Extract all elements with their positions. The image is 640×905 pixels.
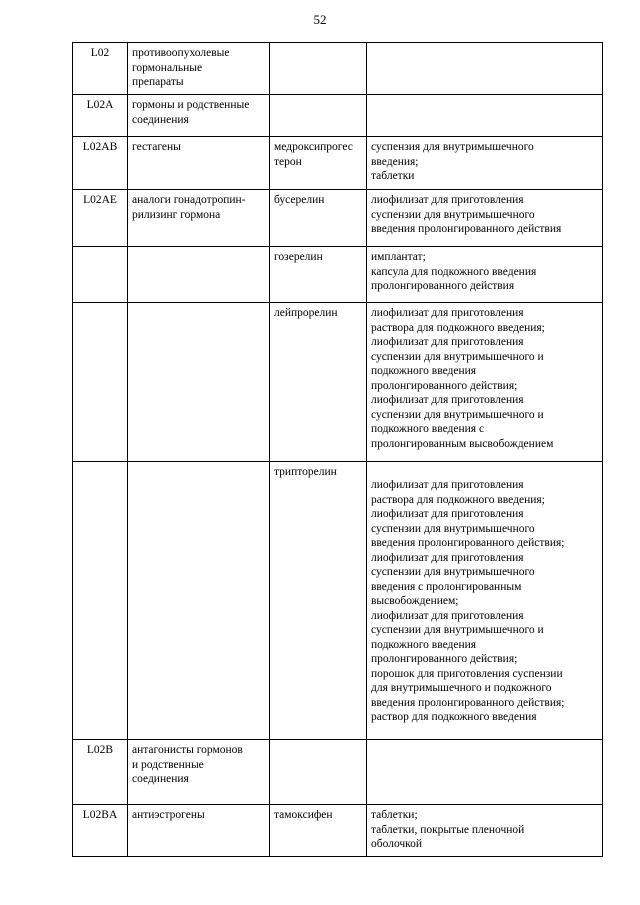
dosage-forms-line: таблетки, покрытые пленочной [371, 823, 525, 836]
dosage-forms-line: суспензия для внутримышечного [371, 141, 534, 153]
dosage-forms-cell [367, 247, 603, 303]
dosage-forms-line: суспензии для внутримышечного и [371, 408, 544, 421]
group-name-line: антагонисты гормонов [132, 744, 243, 756]
group-name-line: антиэстрогены [132, 809, 205, 821]
dosage-forms-line: раствор для подкожного введения [371, 711, 537, 723]
atc-code-cell: L02BA [73, 805, 128, 857]
atc-code-cell [73, 462, 128, 740]
table-row [73, 43, 603, 95]
group-name-line: гормоны и родственные [132, 99, 250, 111]
drug-name-cell [270, 95, 367, 137]
dosage-forms-line: суспензии для внутримышечного и [371, 350, 544, 363]
group-name-cell [128, 740, 270, 805]
dosage-forms-line: введения пролонгированного действия [371, 223, 562, 235]
drug-name-line: бусерелин [274, 194, 325, 206]
dosage-forms-line: для внутримышечного и подкожного [371, 682, 552, 694]
table-row [73, 137, 603, 190]
dosage-forms-line: лиофилизат для приготовления [371, 609, 524, 622]
dosage-forms-line: пролонгированного действия; [371, 653, 518, 665]
drug-name-line: гозерелин [274, 251, 323, 263]
dosage-forms-line: лиофилизат для приготовления [371, 194, 524, 206]
group-name-cell [128, 462, 270, 740]
dosage-forms-line: введения с пролонгированным [371, 580, 522, 593]
group-name-cell [128, 247, 270, 303]
dosage-forms-line: лиофилизат для приготовления [371, 307, 524, 319]
dosage-forms-line: раствора для подкожного введения; [371, 321, 545, 334]
dosage-forms-line: высвобождением; [371, 595, 459, 607]
drug-name-cell [270, 43, 367, 95]
atc-code-cell: L02AE [73, 190, 128, 247]
dosage-forms-line: раствора для подкожного введения; [371, 493, 545, 506]
dosage-forms-line: подкожного введения [371, 365, 477, 377]
dosage-forms-line: суспензии для внутримышечного [371, 522, 535, 535]
dosage-forms-line: введения пролонгированного действия; [371, 696, 565, 709]
dosage-forms-line: оболочкой [371, 838, 423, 850]
table-row [73, 95, 603, 137]
dosage-forms-line: лиофилизат для приготовления [371, 551, 524, 564]
atc-code-cell: L02 [73, 43, 128, 95]
dosage-forms-cell [367, 95, 603, 137]
dosage-forms-line: лиофилизат для приготовления [371, 394, 524, 406]
dosage-forms-line: пролонгированного действия [371, 280, 515, 292]
drug-name-cell [270, 190, 367, 247]
dosage-forms-line: подкожного введения [371, 638, 477, 651]
atc-code-cell: L02AB [73, 137, 128, 190]
dosage-forms-line: введения пролонгированного действия; [371, 537, 565, 549]
dosage-forms-line: суспензии для внутримышечного [371, 208, 535, 221]
table-row [73, 740, 603, 805]
drug-name-cell [270, 462, 367, 740]
drug-name-cell [270, 805, 367, 857]
dosage-forms-cell [367, 137, 603, 190]
dosage-forms-cell [367, 43, 603, 95]
group-name-line: соединения [132, 113, 189, 126]
dosage-forms-line: лиофилизат для приготовления [371, 336, 524, 348]
drug-name-cell [270, 740, 367, 805]
drug-name-line: терон [274, 155, 302, 168]
dosage-forms-line: капсула для подкожного введения [371, 265, 537, 278]
group-name-line: препараты [132, 76, 184, 88]
group-name-cell [128, 43, 270, 95]
dosage-forms-cell [367, 190, 603, 247]
atc-code-cell [73, 303, 128, 462]
drug-name-cell [270, 137, 367, 190]
dosage-forms-line: суспензии для внутримышечного и [371, 624, 544, 636]
atc-code-cell [73, 247, 128, 303]
drug-name-line: трипторелин [274, 466, 337, 478]
dosage-forms-line: введения; [371, 155, 419, 168]
dosage-forms-cell [367, 805, 603, 857]
group-name-cell [128, 95, 270, 137]
table-row [73, 462, 603, 740]
group-name-line: гестагены [132, 141, 181, 153]
drug-name-cell [270, 303, 367, 462]
page-number: 52 [313, 12, 327, 27]
group-name-cell [128, 303, 270, 462]
drug-classification-table [72, 42, 603, 857]
table-row [73, 805, 603, 857]
atc-code-cell: L02B [73, 740, 128, 805]
group-name-cell [128, 137, 270, 190]
dosage-forms-line: таблетки [371, 170, 415, 182]
group-name-cell [128, 805, 270, 857]
table-row [73, 247, 603, 303]
dosage-forms-line: порошок для приготовления суспензии [371, 667, 563, 680]
drug-name-line: тамоксифен [274, 809, 333, 821]
group-name-line: аналоги гонадотропин- [132, 194, 246, 206]
dosage-forms-line: пролонгированного действия; [371, 379, 518, 392]
dosage-forms-cell [367, 303, 603, 462]
dosage-forms-line: пролонгированным высвобождением [371, 437, 554, 450]
dosage-forms-line: подкожного введения с [371, 423, 485, 435]
drug-name-line: лейпрорелин [274, 307, 338, 319]
dosage-forms-cell [367, 740, 603, 805]
dosage-forms-cell [367, 462, 603, 740]
atc-code-cell: L02A [73, 95, 128, 137]
drug-name-cell [270, 247, 367, 303]
dosage-forms-line: лиофилизат для приготовления [371, 479, 524, 491]
dosage-forms-line: суспензии для внутримышечного [371, 566, 535, 578]
dosage-forms-line: имплантат; [371, 251, 426, 263]
group-name-line: противоопухолевые [132, 47, 230, 59]
dosage-forms-line: лиофилизат для приготовления [371, 508, 524, 520]
group-name-cell [128, 190, 270, 247]
table-row [73, 303, 603, 462]
table-row [73, 190, 603, 247]
group-name-line: и родственные [132, 758, 204, 771]
drug-name-line: медроксипрогес [274, 141, 353, 153]
group-name-line: соединения [132, 773, 189, 785]
dosage-forms-line: таблетки; [371, 809, 418, 821]
group-name-line: рилизинг гормона [132, 208, 221, 221]
group-name-line: гормональные [132, 61, 203, 74]
